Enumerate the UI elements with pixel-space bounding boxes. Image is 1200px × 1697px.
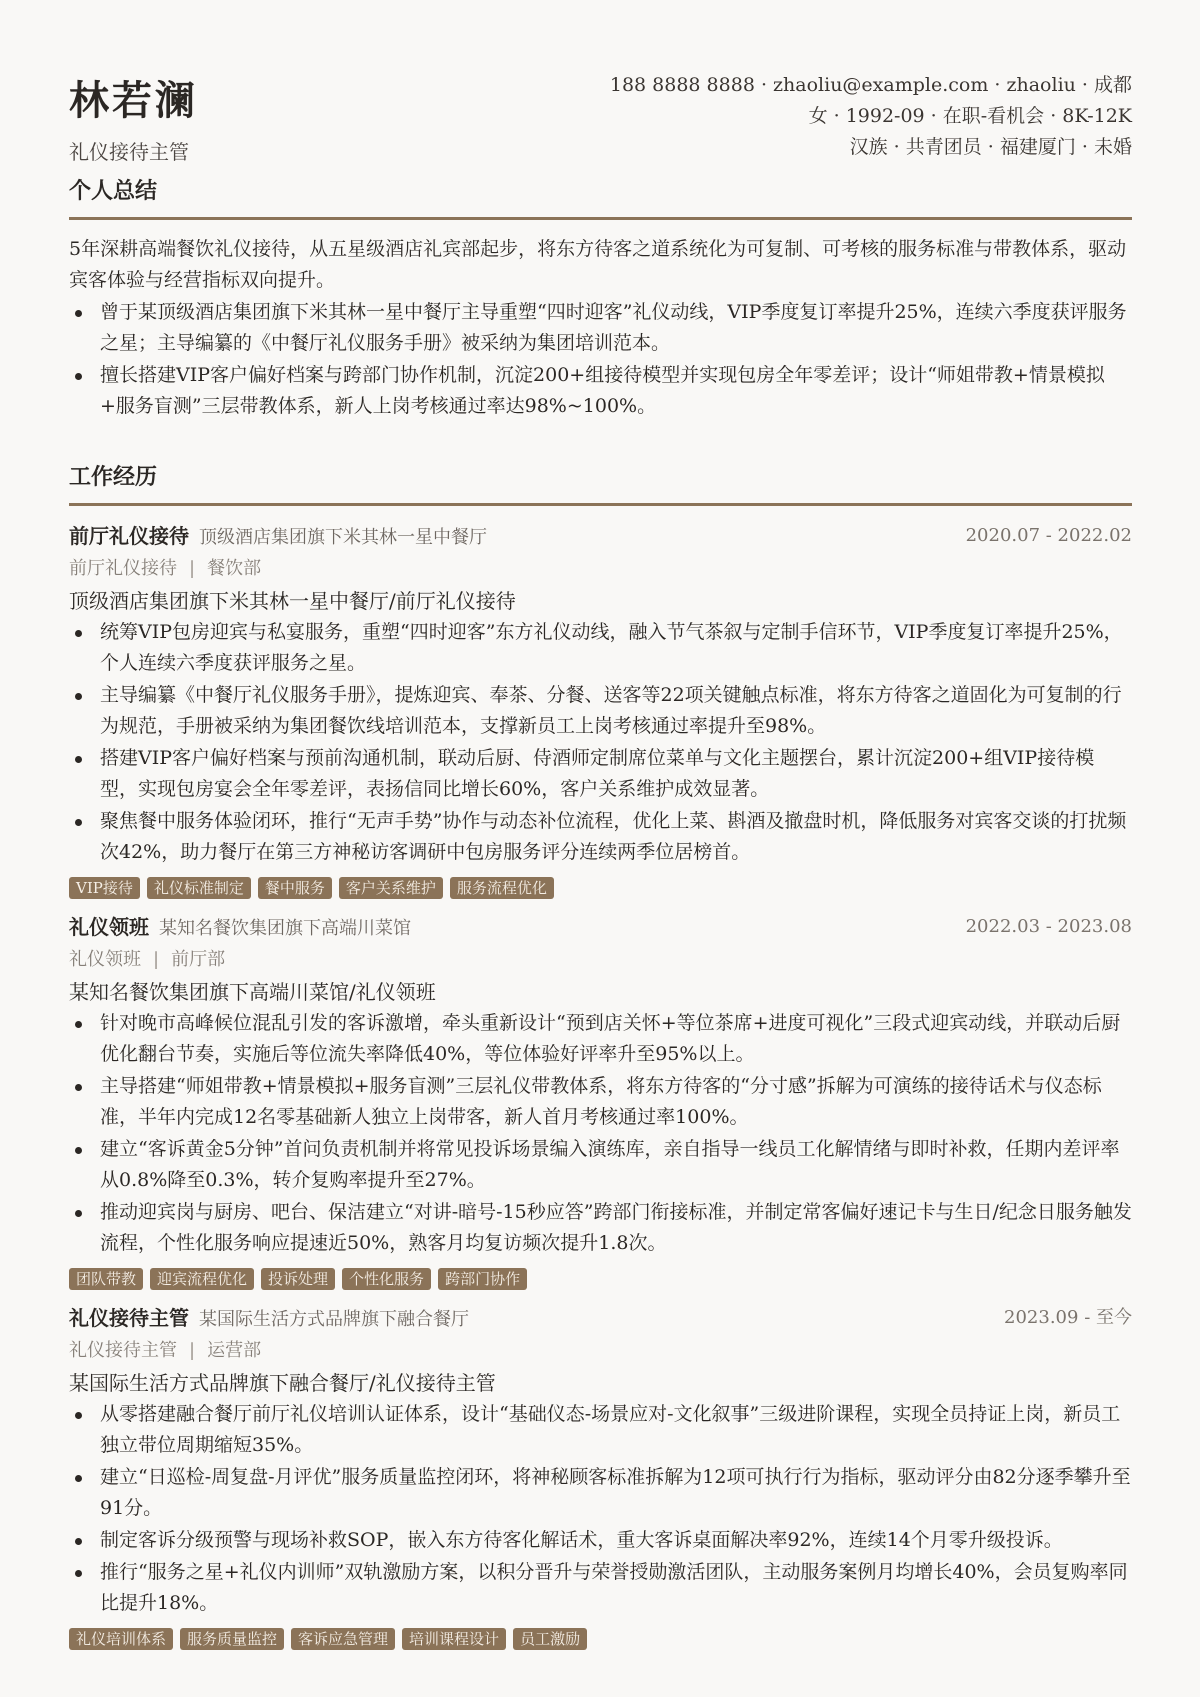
skill-tag: 投诉处理 <box>261 1268 335 1290</box>
subline-separator: | <box>189 1340 196 1361</box>
skill-tag: 餐中服务 <box>258 877 332 899</box>
skill-tag: 服务流程优化 <box>450 877 554 899</box>
job-bullets <box>69 617 1132 868</box>
job-role: 礼仪接待主管 <box>69 1306 189 1330</box>
job-bullet: 推行“服务之星+礼仪内训师”双轨激励方案，以积分晋升与荣誉授勋激活团队，主动服务案例月均增长40%，会员复购率同比提升18%。 <box>69 1557 1132 1619</box>
contact-line-3: 汉族 · 共青团员 · 福建厦门 · 未婚 <box>849 136 1132 158</box>
skill-tag: 跨部门协作 <box>438 1268 527 1290</box>
section-divider <box>69 217 1132 220</box>
job-department: 运营部 <box>207 1340 262 1361</box>
experience-section <box>69 462 1132 1650</box>
subline-separator: | <box>189 558 196 579</box>
job-position: 礼仪领班 <box>69 949 141 970</box>
experience-heading: 工作经历 <box>69 464 158 490</box>
summary-bullet: 曾于某顶级酒店集团旗下米其林一星中餐厅主导重塑“四时迎客”礼仪动线，VIP季度复订率提升25%，连续六季度获评服务之星；主导编纂的《中餐厅礼仪服务手册》被采纳为集团培训范本。 <box>69 297 1132 359</box>
summary-bullet: 擅长搭建VIP客户偏好档案与跨部门协作机制，沉淀200+组接待模型并实现包房全年零差评；设计“师姐带教+情景模拟+服务盲测”三层带教体系，新人上岗考核通过率达98%~100%。 <box>69 360 1132 422</box>
job-department: 前厅部 <box>171 949 226 970</box>
job-entry <box>69 1303 1132 1650</box>
job-subline <box>69 1336 1132 1366</box>
job-company: 某国际生活方式品牌旗下融合餐厅 <box>199 1309 469 1330</box>
job-date: 2023.09 - 至今 <box>1004 1307 1132 1328</box>
job-org-line: 顶级酒店集团旗下米其林一星中餐厅/前厅礼仪接待 <box>69 589 516 613</box>
job-subline <box>69 945 1132 975</box>
job-bullet: 针对晚市高峰候位混乱引发的客诉激增，牵头重新设计“预到店关怀+等位茶席+进度可视化”三段式迎宾动线，并联动后厨优化翻台节奏，实施后等位流失率降低40%，等位体验好评率升至95%以上。 <box>69 1008 1132 1070</box>
contact-line-1: 188 8888 8888 · zhaoliu@example.com · zhaoliu · 成都 <box>609 74 1132 96</box>
job-bullet: 搭建VIP客户偏好档案与预前沟通机制，联动后厨、侍酒师定制席位菜单与文化主题摆台，累计沉淀200+组VIP接待模型，实现包房宴会全年零差评，表扬信同比增长60%，客户关系维护成效显著。 <box>69 743 1132 805</box>
candidate-name: 林若澜 <box>69 77 198 124</box>
job-bullet: 主导编纂《中餐厅礼仪服务手册》，提炼迎宾、奉茶、分餐、送客等22项关键触点标准，将东方待客之道固化为可复制的行为规范，手册被采纳为集团餐饮线培训范本，支撑新员工上岗考核通过率提升至98%。 <box>69 680 1132 742</box>
job-role: 前厅礼仪接待 <box>69 524 189 548</box>
job-bullet: 建立“客诉黄金5分钟”首问负责机制并将常见投诉场景编入演练库，亲自指导一线员工化解情绪与即时补救，任期内差评率从0.8%降至0.3%，转介复购率提升至27%。 <box>69 1134 1132 1196</box>
job-date: 2022.03 - 2023.08 <box>965 916 1132 937</box>
skill-tag: 员工激励 <box>513 1628 587 1650</box>
skill-tag: 客诉应急管理 <box>291 1628 395 1650</box>
job-bullet: 制定客诉分级预警与现场补救SOP，嵌入东方待客化解话术，重大客诉桌面解决率92%，连续14个月零升级投诉。 <box>69 1525 1132 1556</box>
skill-tag: 服务质量监控 <box>180 1628 284 1650</box>
job-header <box>69 1303 1132 1333</box>
job-entry <box>69 521 1132 899</box>
skill-tags <box>69 877 1132 899</box>
skill-tag: 礼仪培训体系 <box>69 1628 173 1650</box>
job-bullet: 建立“日巡检-周复盘-月评优”服务质量监控闭环，将神秘顾客标准拆解为12项可执行行为指标，驱动评分由82分逐季攀升至91分。 <box>69 1462 1132 1524</box>
job-bullet: 从零搭建融合餐厅前厅礼仪培训认证体系，设计“基础仪态-场景应对-文化叙事”三级进阶课程，实现全员持证上岗，新员工独立带位周期缩短35%。 <box>69 1399 1132 1461</box>
job-bullets <box>69 1008 1132 1259</box>
job-entry <box>69 912 1132 1290</box>
job-role: 礼仪领班 <box>69 915 149 939</box>
skill-tags <box>69 1628 1132 1650</box>
job-position: 前厅礼仪接待 <box>69 558 177 579</box>
job-company: 顶级酒店集团旗下米其林一星中餐厅 <box>199 527 487 548</box>
resume-header <box>69 0 1132 176</box>
section-divider <box>69 503 1132 506</box>
contact-line-2: 女 · 1992-09 · 在职-看机会 · 8K-12K <box>808 105 1132 127</box>
skill-tag: 培训课程设计 <box>402 1628 506 1650</box>
skill-tag: 团队带教 <box>69 1268 143 1290</box>
subline-separator: | <box>153 949 160 970</box>
job-date: 2020.07 - 2022.02 <box>965 525 1132 546</box>
job-bullet: 推动迎宾岗与厨房、吧台、保洁建立“对讲-暗号-15秒应答”跨部门衔接标准，并制定常客偏好速记卡与生日/纪念日服务触发流程，个性化服务响应提速近50%，熟客月均复访频次提升1.8次。 <box>69 1197 1132 1259</box>
job-org-line: 某知名餐饮集团旗下高端川菜馆/礼仪领班 <box>69 980 436 1004</box>
skill-tag: 礼仪标准制定 <box>147 877 251 899</box>
skill-tags <box>69 1268 1132 1290</box>
job-department: 餐饮部 <box>207 558 262 579</box>
skill-tag: 个性化服务 <box>342 1268 431 1290</box>
skill-tag: VIP接待 <box>69 877 140 899</box>
job-bullet: 统筹VIP包房迎宾与私宴服务，重塑“四时迎客”东方礼仪动线，融入节气茶叙与定制手信环节，VIP季度复订率提升25%，个人连续六季度获评服务之星。 <box>69 617 1132 679</box>
job-position: 礼仪接待主管 <box>69 1340 177 1361</box>
job-org-line: 某国际生活方式品牌旗下融合餐厅/礼仪接待主管 <box>69 1371 496 1395</box>
job-header <box>69 912 1132 942</box>
job-bullet: 聚焦餐中服务体验闭环，推行“无声手势”协作与动态补位流程，优化上菜、斟酒及撤盘时机，降低服务对宾客交谈的打扰频次42%，助力餐厅在第三方神秘访客调研中包房服务评分连续两季位居榜首。 <box>69 806 1132 868</box>
summary-bullets <box>69 297 1132 422</box>
contact-info <box>610 70 1132 163</box>
job-header <box>69 521 1132 551</box>
summary-paragraph: 5年深耕高端餐饮礼仪接待，从五星级酒店礼宾部起步，将东方待客之道系统化为可复制、可考核的服务标准与带教体系，驱动宾客体验与经营指标双向提升。 <box>69 238 1127 291</box>
job-company: 某知名餐饮集团旗下高端川菜馆 <box>159 918 411 939</box>
skill-tag: 迎宾流程优化 <box>150 1268 254 1290</box>
skill-tag: 客户关系维护 <box>339 877 443 899</box>
candidate-title: 礼仪接待主管 <box>69 140 189 164</box>
job-subline <box>69 554 1132 584</box>
job-bullets <box>69 1399 1132 1619</box>
summary-heading: 个人总结 <box>69 178 158 204</box>
summary-section <box>69 176 1132 422</box>
job-bullet: 主导搭建“师姐带教+情景模拟+服务盲测”三层礼仪带教体系，将东方待客的“分寸感”拆解为可演练的接待话术与仪态标准，半年内完成12名零基础新人独立上岗带客，新人首月考核通过率100%。 <box>69 1071 1132 1133</box>
